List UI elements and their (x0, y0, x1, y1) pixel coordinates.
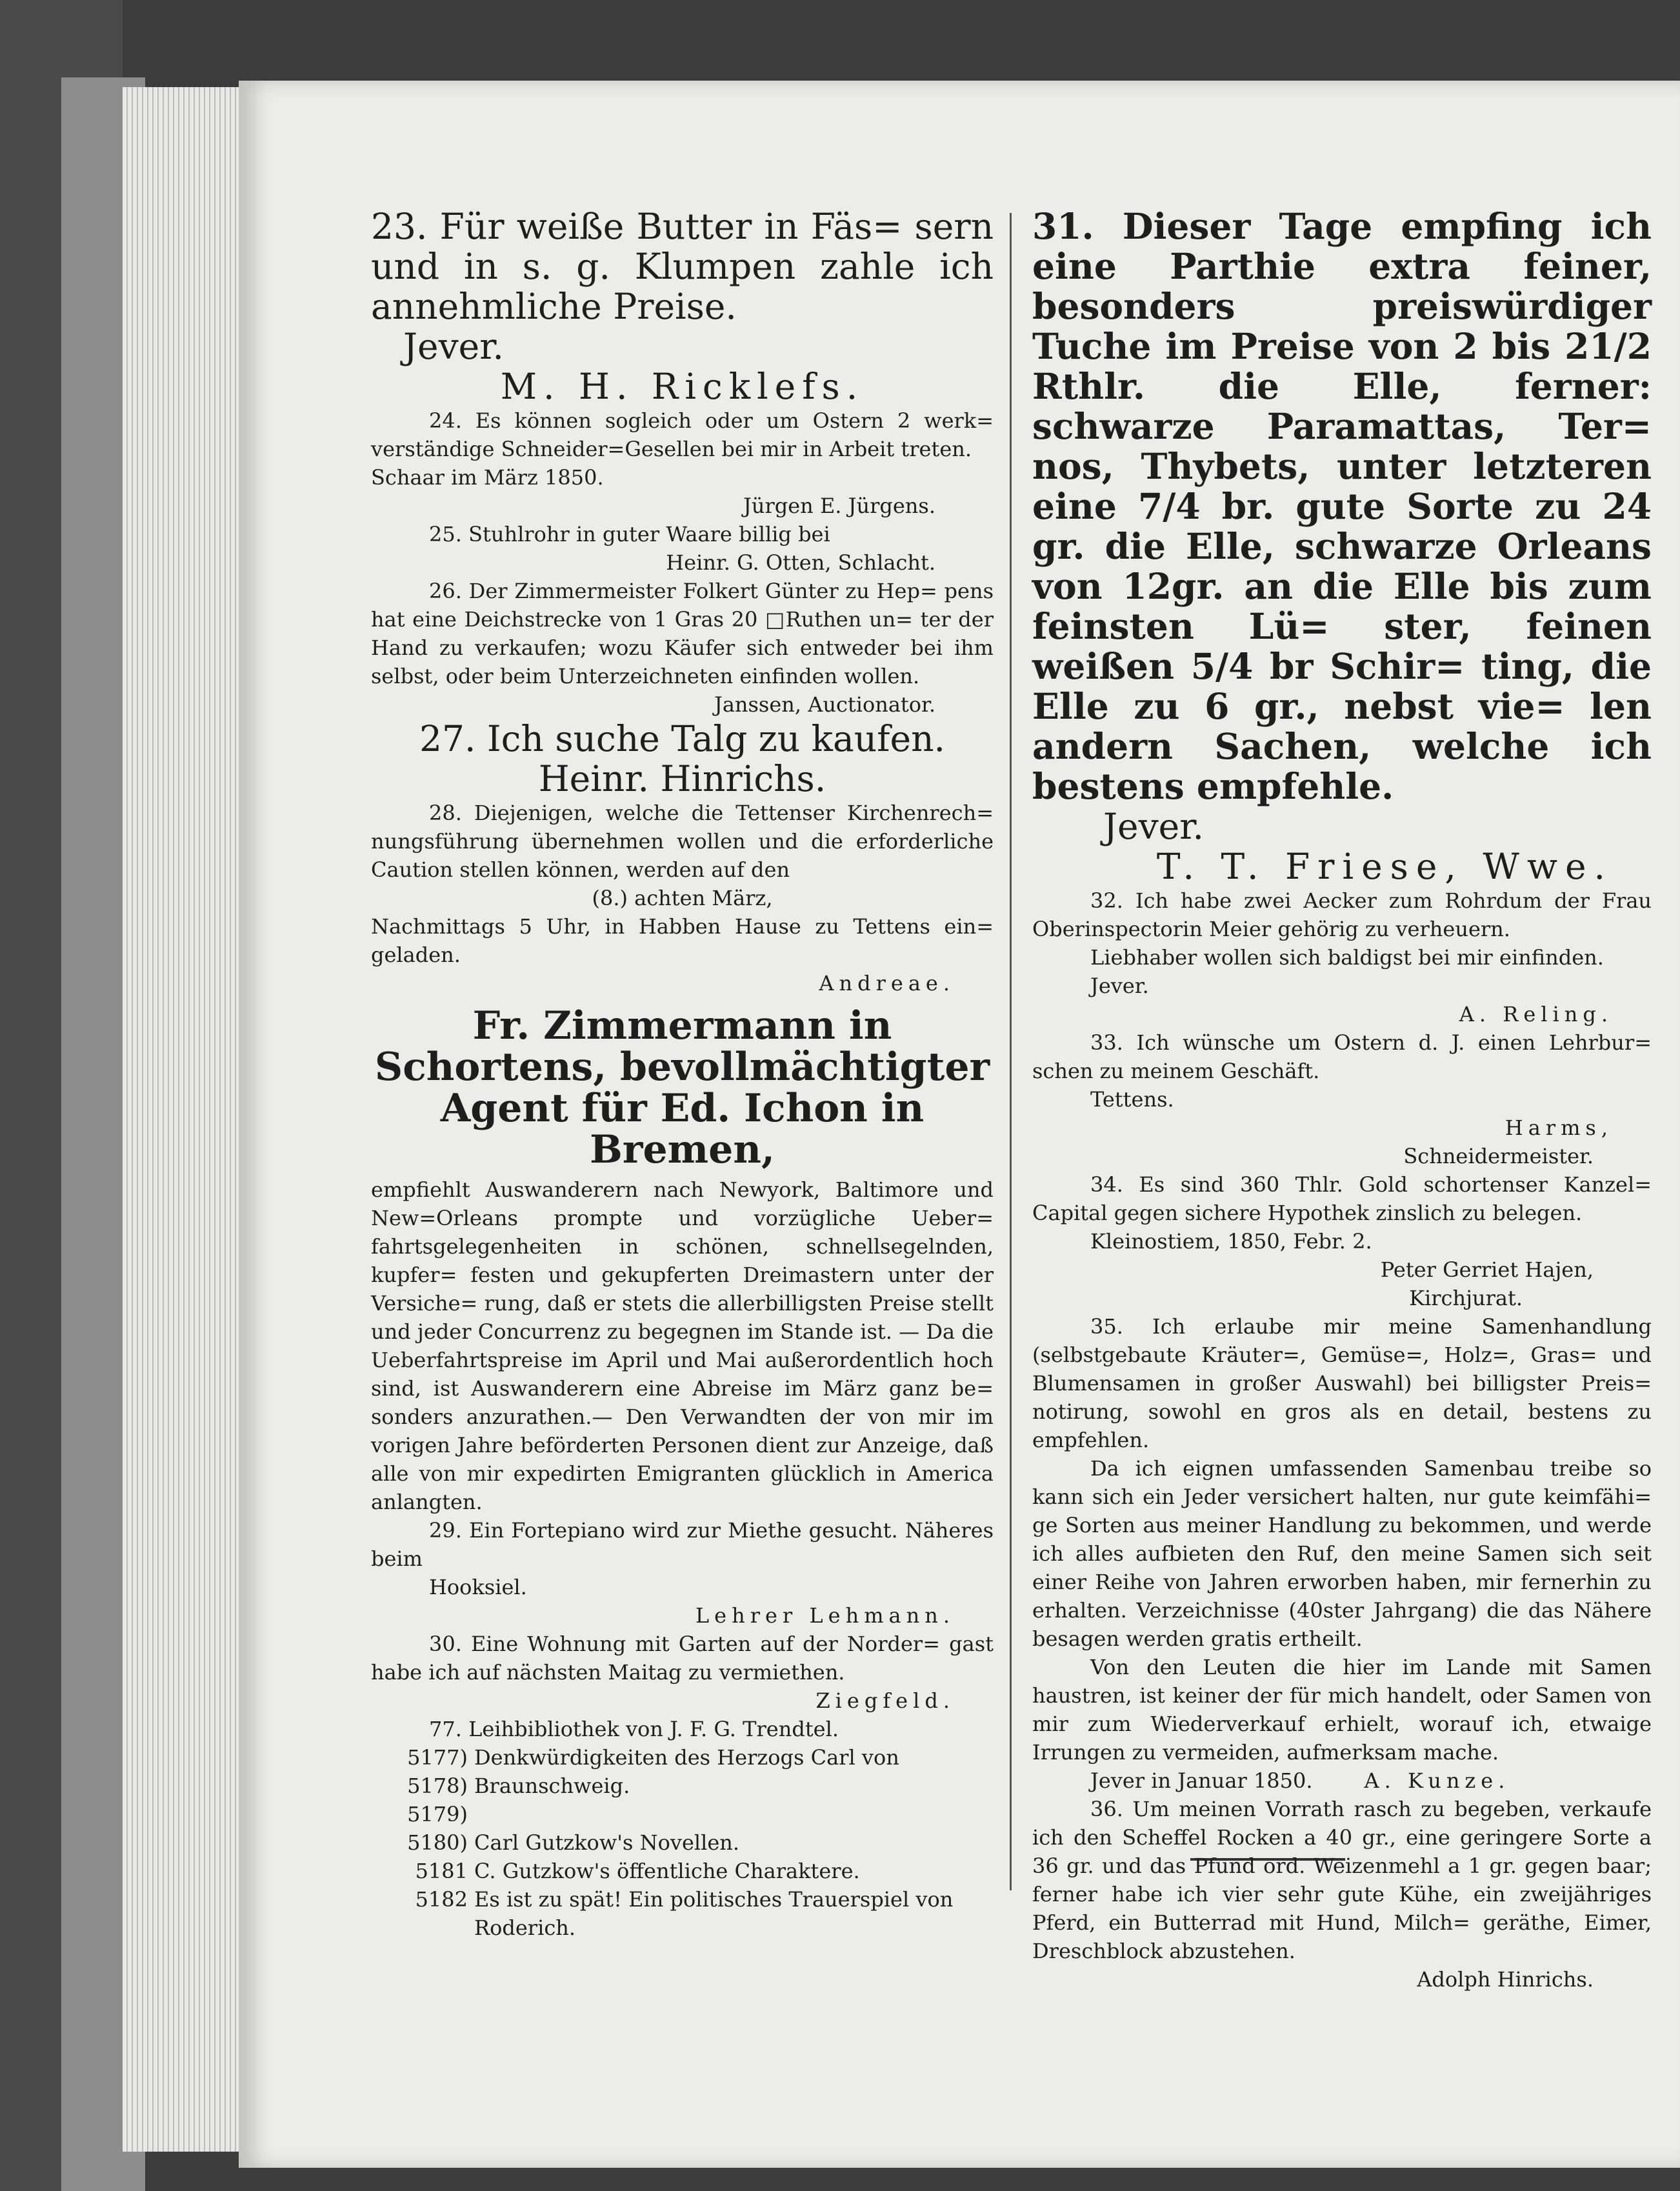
ad-33 (1032, 1028, 1652, 1170)
ad-25-text: 25. Stuhlrohr in guter Waare billig bei (429, 522, 830, 546)
ad-23-text: 23. Für weiße Butter in Fäs= sern und in s. g. Klumpen zahle ich annehmliche Preise. (371, 206, 994, 327)
ad-35-date: Jever in Januar 1850. A. Kunze. (1090, 1768, 1510, 1793)
ad-31-place: Jever. (1103, 806, 1204, 847)
ad-28-date: (8.) achten März, (592, 886, 773, 910)
ad-32 (1032, 886, 1652, 1028)
ad-30-signature: Ziegfeld. (815, 1688, 955, 1713)
ad-24 (371, 406, 994, 520)
list-item: 5177) Denkwürdigkeiten des Herzogs Carl von (407, 1745, 899, 1770)
ad-25 (371, 520, 994, 577)
ad-77 (371, 1715, 994, 1942)
agent-heading: Fr. Zimmermann in Schortens, bevollmächtigter Agent für Ed. Ichon in Bremen, (374, 1003, 990, 1172)
ad-26 (371, 577, 994, 719)
ad-32-place: Jever. (1090, 974, 1149, 998)
ad-31 (1032, 206, 1652, 886)
ad-26-signature: Janssen, Auctionator. (714, 692, 935, 717)
ad-34-date: Kleinostiem, 1850, Febr. 2. (1090, 1229, 1372, 1254)
list-item: 5178) Braunschweig. (407, 1774, 630, 1798)
ad-34-text: 34. Es sind 360 Thlr. Gold schortenser Kanzel= Capital gegen sichere Hypothek zinslich zu belegen. (1032, 1172, 1652, 1225)
column-rule (1010, 213, 1012, 1890)
ad-36 (1032, 1795, 1652, 1994)
ad-29 (371, 1516, 994, 1630)
ad-29-text: 29. Ein Fortepiano wird zur Miethe gesucht. Näheres beim (371, 1518, 994, 1571)
ad-35-text-2: Da ich eignen umfassenden Samenbau treibe so kann sich ein Jeder versichert halten, nur gute keimfähi= ge Sorten aus meiner Handlung zu bekommen, und werde ich alles aufbieten den Ruf, den meine Samen sich seit einer Reihe von Jahren erworben haben, mir fernerhin zu erhalten. Verzeichnisse (40ster Jahrgang) die das Nähere besagen werden gratis ertheilt. (1032, 1456, 1652, 1651)
ad-24-signature: Jürgen E. Jürgens. (743, 494, 935, 518)
right-column (1032, 206, 1652, 1994)
ad-27-text: 27. Ich suche Talg zu kaufen. (419, 718, 945, 759)
list-item: 5181 C. Gutzkow's öffentliche Charaktere. (415, 1859, 860, 1883)
ad-30 (371, 1630, 994, 1715)
ad-27 (371, 719, 994, 799)
ad-35 (1032, 1312, 1652, 1795)
ad-77-text: 77. Leihbibliothek von J. F. G. Trendtel. (429, 1717, 839, 1741)
ad-33-signature: Harms, (1505, 1116, 1613, 1140)
agent-body: empfiehlt Auswanderern nach Newyork, Baltimore und New=Orleans prompte und vorzügliche Ueber= fahrtsgelegenheiten in schönen, schnellsegelnden, kupfer= festen und gekupferten Dreimastern unter der Versiche= rung, daß er stets die allerbilligsten Preise stellt und jeder Concurrenz zu begegnen im Stande ist. — Da die Ueberfahrtspreise im April und Mai außerordentlich hoch sind, ist Auswanderern eine Abreise im März ganz be= sonders anzurathen.— Den Verwandten der von mir im vorigen Jahre beförderten Personen dient zur Anzeige, daß alle von mir expedirten Emigranten glücklich in America anlangten. (371, 1177, 994, 1514)
ad-28 (371, 799, 994, 997)
ad-32-text: 32. Ich habe zwei Aecker zum Rohrdum der Frau Oberinspectorin Meier gehörig zu verheuern. (1032, 888, 1652, 941)
list-item: 5180) Carl Gutzkow's Novellen. (407, 1830, 740, 1855)
agent-ad (371, 1005, 994, 1516)
ad-28-text-2: Nachmittags 5 Uhr, in Habben Hause zu Tettens ein= geladen. (371, 914, 994, 967)
ad-31-text: 31. Dieser Tage empfing ich eine Parthie extra feiner, besonders preiswürdiger Tuche im Preise von 2 bis 21/2 Rthlr. die Elle, ferner: schwarze Paramattas, Ter= nos, Thybets, unter letzteren eine 7/4 br. gute Sorte zu 24 gr. die Elle, schwarze Orleans von 12gr. an die Elle bis zum feinsten Lü= ster, feinen weißen 5/4 br Schir= ting, die Elle zu 6 gr., nebst vie= len andern Sachen, welche ich bestens empfehle. (1032, 205, 1652, 807)
ad-28-text: 28. Diejenigen, welche die Tettenser Kirchenrech= nungsführung übernehmen wollen und die erforderliche Caution stellen können, werden auf den (371, 801, 994, 882)
ad-27-signature: Heinr. Hinrichs. (538, 758, 826, 799)
ad-32-text-2: Liebhaber wollen sich baldigst bei mir einfinden. (1090, 945, 1604, 970)
ad-24-text: 24. Es können sogleich oder um Ostern 2 werk= verständige Schneider=Gesellen bei mir in Arbeit treten. (371, 408, 994, 461)
page-edges (123, 87, 245, 2152)
list-item: 5179) (407, 1802, 468, 1826)
list-item: 5182 Es ist zu spät! Ein politisches Trauerspiel von Roderich. (415, 1887, 954, 1940)
ad-36-text: 36. Um meinen Vorrath rasch zu begeben, verkaufe ich den Scheffel Rocken a 40 gr., eine geringere Sorte a 36 gr. und das Pfund ord. Weizenmehl a 1 gr. gegen baar; ferner habe ich vier sehr gute Kühe, ein zweijähriges Pferd, ein Butterrad mit Hund, Milch= geräthe, Eimer, Dreschblock abzustehen. (1032, 1797, 1652, 1963)
ad-30-text: 30. Eine Wohnung mit Garten auf der Norder= gast habe ich auf nächsten Maitag zu vermiethen. (371, 1632, 994, 1685)
ad-31-signature: T. T. Friese, Wwe. (1156, 846, 1613, 887)
ad-26-text: 26. Der Zimmermeister Folkert Günter zu Hep= pens hat eine Deichstrecke von 1 Gras 20 □Ruthen un= ter der Hand zu verkaufen; wozu Käufer sich entweder bei ihm selbst, oder beim Unterzeichneten einfinden wollen. (371, 579, 994, 688)
ad-28-signature: Andreae. (819, 971, 955, 995)
ad-23-place: Jever. (403, 326, 504, 367)
ad-34 (1032, 1170, 1652, 1312)
ad-23-signature: M. H. Ricklefs. (500, 366, 865, 407)
ad-34-signature-2: Kirchjurat. (1409, 1286, 1523, 1310)
ad-34-signature: Peter Gerriet Hajen, (1380, 1257, 1594, 1282)
ad-29-signature: Lehrer Lehmann. (695, 1603, 955, 1628)
ad-33-text: 33. Ich wünsche um Ostern d. J. einen Lehrbur= schen zu meinem Geschäft. (1032, 1030, 1652, 1083)
ad-24-date: Schaar im März 1850. (371, 465, 604, 490)
ad-35-text: 35. Ich erlaube mir meine Samenhandlung (selbstgebaute Kräuter=, Gemüse=, Holz=, Gras= und Blumensamen in großer Auswahl) bei billigster Preis= notirung, sowohl en gros als en detail, bestens zu empfehlen. (1032, 1314, 1652, 1452)
ad-33-place: Tettens. (1090, 1087, 1174, 1112)
ad-25-signature: Heinr. G. Otten, Schlacht. (666, 550, 935, 575)
ad-23 (371, 206, 994, 406)
ad-33-signature-2: Schneidermeister. (1403, 1144, 1594, 1168)
ad-32-signature: A. Reling. (1459, 1002, 1613, 1026)
ad-36-signature: Adolph Hinrichs. (1417, 1967, 1594, 1992)
ad-35-text-3: Von den Leuten die hier im Lande mit Samen haustren, ist keiner der für mich handelt, oder Samen von mir zum Wiederverkauf erhielt, worauf ich, etwaige Irrungen zu vermeiden, aufmerksam mache. (1032, 1655, 1652, 1765)
left-column (371, 206, 994, 1942)
ad-29-place: Hooksiel. (429, 1575, 527, 1599)
